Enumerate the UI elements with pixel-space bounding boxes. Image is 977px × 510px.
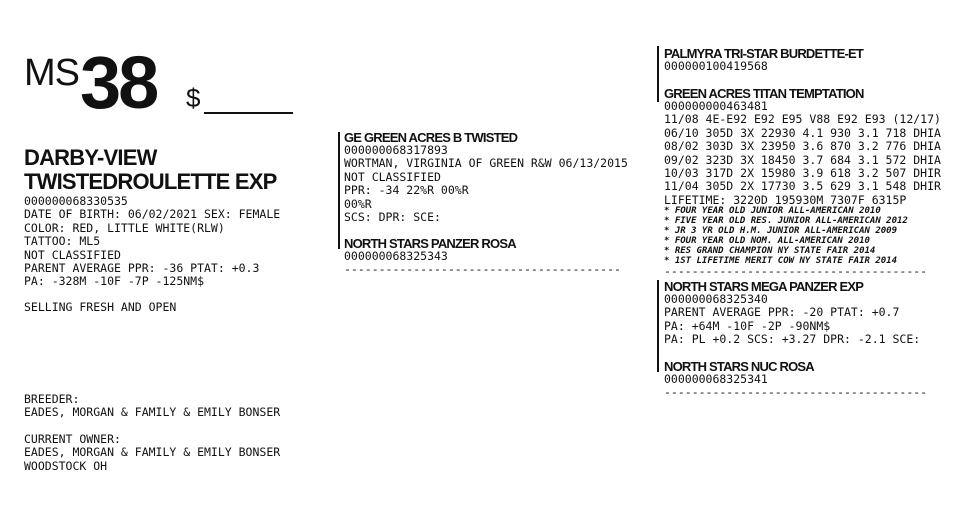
dam-reg: 000000068325340 bbox=[664, 292, 768, 306]
lot-prefix: MS bbox=[24, 52, 79, 94]
sire-details bbox=[344, 144, 628, 224]
sire-name: GE GREEN ACRES B TWISTED bbox=[344, 130, 518, 145]
animal-reg: 000000068330535 bbox=[24, 194, 128, 208]
dam-dam-block bbox=[664, 373, 927, 400]
award-note: * 1ST LIFETIME MERIT COW NY STATE FAIR 2014 bbox=[664, 256, 897, 266]
award-note: * JR 3 YR OLD H.M. JUNIOR ALL-AMERICAN 2009 bbox=[664, 226, 897, 236]
dam-name: NORTH STARS MEGA PANZER EXP bbox=[664, 279, 864, 294]
sire-bracket bbox=[338, 132, 340, 249]
sire-line4: 00%R bbox=[344, 196, 372, 211]
animal-pa: PA: -328M -10F -7P -125NM$ bbox=[24, 274, 205, 289]
selling-status: SELLING FRESH AND OPEN bbox=[24, 300, 177, 314]
award-note: * FIVE YEAR OLD RES. JUNIOR ALL-AMERICAN 2012 bbox=[664, 216, 908, 226]
dam-dam-name: NORTH STARS NUC ROSA bbox=[664, 359, 814, 374]
sire-dam-record-5: 10/03 317D 2X 15980 3.9 618 3.2 507 DHIR bbox=[664, 166, 941, 181]
sire-dam-record-2: 06/10 305D 3X 22930 4.1 930 3.1 718 DHIA bbox=[664, 125, 941, 140]
lot-number: 38 bbox=[80, 41, 157, 124]
award-note: * FOUR YEAR OLD JUNIOR ALL-AMERICAN 2010 bbox=[664, 206, 881, 216]
dam-line2: PA: +64M -10F -2P -90NM$ bbox=[664, 318, 831, 333]
sire-maternal-block bbox=[344, 250, 621, 277]
dam-line1: PARENT AVERAGE PPR: -20 PTAT: +0.7 bbox=[664, 305, 900, 320]
sire-dam-lifetime: LIFETIME: 3220D 195930M 7307F 6315P bbox=[664, 192, 907, 207]
animal-color: COLOR: RED, LITTLE WHITE(RLW) bbox=[24, 220, 225, 235]
animal-name-line1: DARBY-VIEW bbox=[24, 145, 157, 170]
owner-label: CURRENT OWNER: bbox=[24, 432, 121, 446]
sire-sire-bracket bbox=[657, 46, 659, 102]
breeder-block bbox=[24, 393, 280, 420]
sire-divider: ---------------------------------------- bbox=[344, 262, 621, 277]
sire-sire-name: PALMYRA TRI-STAR BURDETTE-ET bbox=[664, 46, 864, 61]
sire-line5: SCS: DPR: SCE: bbox=[344, 210, 441, 225]
sire-line3: PPR: -34 22%R 00%R bbox=[344, 183, 469, 198]
animal-dob: DATE OF BIRTH: 06/02/2021 SEX: FEMALE bbox=[24, 207, 281, 222]
sire-dam-record-3: 08/02 303D 3X 23950 3.6 870 3.2 776 DHIA bbox=[664, 139, 941, 154]
sire-line2: NOT CLASSIFIED bbox=[344, 169, 441, 184]
breeder-value: EADES, MORGAN & FAMILY & EMILY BONSER bbox=[24, 405, 281, 420]
dam-line3: PA: PL +0.2 SCS: +3.27 DPR: -2.1 SCE: bbox=[664, 332, 921, 347]
dam-dam-reg: 000000068325341 bbox=[664, 372, 768, 386]
animal-parent-average: PARENT AVERAGE PPR: -36 PTAT: +0.3 bbox=[24, 261, 260, 276]
price-blank-line bbox=[204, 112, 293, 114]
sire-dam-record-4: 09/02 323D 3X 18450 3.7 684 3.1 572 DHIA bbox=[664, 152, 941, 167]
owner-value: EADES, MORGAN & FAMILY & EMILY BONSER bbox=[24, 445, 281, 460]
animal-name bbox=[24, 146, 276, 194]
animal-details bbox=[24, 195, 280, 289]
dam-divider: -------------------------------------- bbox=[664, 385, 928, 400]
maternal-grandsire-name: NORTH STARS PANZER ROSA bbox=[344, 236, 516, 251]
sire-dam-awards bbox=[664, 206, 908, 266]
breeder-label: BREEDER: bbox=[24, 392, 80, 406]
dam-details bbox=[664, 293, 920, 347]
sire-dam-divider: -------------------------------------- bbox=[664, 264, 928, 278]
sire-dam-record-6: 11/04 305D 2X 17730 3.5 629 3.1 548 DHIR bbox=[664, 179, 941, 194]
sire-line1: WORTMAN, VIRGINIA OF GREEN R&W 06/13/2015 bbox=[344, 156, 628, 171]
dam-bracket bbox=[657, 280, 659, 372]
award-note: * RES GRAND CHAMPION NY STATE FAIR 2014 bbox=[664, 246, 876, 256]
sire-dam-details bbox=[664, 100, 941, 207]
owner-location: WOODSTOCK OH bbox=[24, 458, 108, 473]
sire-reg: 000000068317893 bbox=[344, 143, 448, 157]
sire-sire-reg: 000000100419568 bbox=[664, 59, 768, 73]
award-note: * FOUR YEAR OLD NOM. ALL-AMERICAN 2010 bbox=[664, 236, 870, 246]
price-currency: $ bbox=[186, 83, 201, 113]
animal-name-line2: TWISTEDROULETTE EXP bbox=[24, 169, 277, 194]
sire-dam-reg: 000000000463481 bbox=[664, 99, 768, 113]
animal-classified: NOT CLASSIFIED bbox=[24, 247, 121, 262]
maternal-grandsire-reg: 000000068325343 bbox=[344, 249, 448, 263]
animal-tattoo: TATTOO: ML5 bbox=[24, 234, 101, 249]
owner-block bbox=[24, 433, 280, 473]
sire-dam-record-1: 11/08 4E-E92 E92 E95 V88 E92 E93 (12/17) bbox=[664, 112, 941, 127]
sire-dam-name: GREEN ACRES TITAN TEMPTATION bbox=[664, 86, 864, 101]
